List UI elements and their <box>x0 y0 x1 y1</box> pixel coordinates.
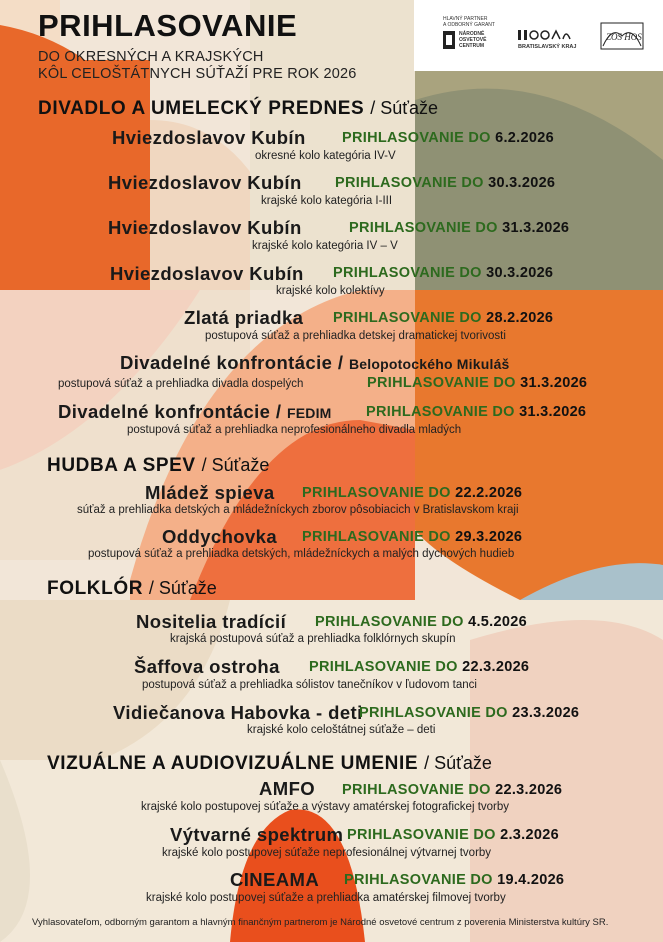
section-folklor-category: / Súťaže <box>148 578 217 598</box>
deadline-date: 19.4.2026 <box>497 872 565 888</box>
event-deadline <box>366 404 586 420</box>
event-name: Šaffova ostroha <box>134 656 280 677</box>
event-description: krajské kolo kategória I-III <box>261 195 393 207</box>
deadline-label: PRIHLASOVANIE DO <box>333 265 482 281</box>
noc-line-3: CENTRUM <box>459 43 484 49</box>
page-title: PRIHLASOVANIE <box>38 8 298 43</box>
deadline-date: 22.3.2026 <box>495 782 563 798</box>
event-deadline <box>342 130 554 146</box>
section-vizualne-label: VIZUÁLNE A AUDIOVIZUÁLNE UMENIE <box>47 753 419 774</box>
event-name: Oddychovka <box>162 526 278 547</box>
event-deadline <box>315 614 527 630</box>
event-name: Mládež spieva <box>145 482 275 503</box>
deadline-label: PRIHLASOVANIE DO <box>349 220 498 236</box>
section-vizualne-category: / Súťaže <box>424 753 492 773</box>
subtitle-line-1: DO OKRESNÝCH A KRAJSKÝCH <box>38 49 264 65</box>
deadline-label: PRIHLASOVANIE DO <box>367 375 516 391</box>
event-deadline <box>367 375 587 391</box>
deadline-date: 29.3.2026 <box>455 529 523 545</box>
deadline-date: 4.5.2026 <box>468 614 527 630</box>
event-name: Hviezdoslavov Kubín <box>108 172 302 193</box>
section-vizualne-title <box>47 753 492 775</box>
deadline-date: 30.3.2026 <box>488 175 556 191</box>
event-deadline <box>349 220 569 236</box>
partner-caption-2: A ODBORNÝ GARANT <box>443 22 495 28</box>
deadline-label: PRIHLASOVANIE DO <box>302 485 451 501</box>
event-deadline <box>342 782 562 798</box>
deadline-label: PRIHLASOVANIE DO <box>347 827 496 843</box>
section-divadlo-label: DIVADLO A UMELECKÝ PREDNES <box>38 98 365 119</box>
event-description: postupová súťaž a prehliadka sólistov tanečníkov v ľudovom tanci <box>142 679 477 691</box>
event-name: AMFO <box>259 778 316 799</box>
event-name-suffix: Belopotockého Mikuláš <box>348 356 510 372</box>
deadline-label: PRIHLASOVANIE DO <box>359 705 508 721</box>
partner-logos <box>414 0 663 71</box>
event-name: Zlatá priadka <box>184 307 304 328</box>
deadline-date: 23.3.2026 <box>512 705 580 721</box>
deadline-label: PRIHLASOVANIE DO <box>333 310 482 326</box>
deadline-label: PRIHLASOVANIE DO <box>342 782 491 798</box>
section-hudba-label: HUDBA A SPEV <box>47 455 196 476</box>
event-description: postupová súťaž a prehliadka detskej dramatickej tvorivosti <box>205 330 506 342</box>
event-name: Výtvarné spektrum <box>170 824 344 845</box>
section-hudba-title <box>47 455 269 477</box>
event-name-main: Divadelné konfrontácie / <box>58 401 282 422</box>
event-name: Hviezdoslavov Kubín <box>112 127 306 148</box>
noc-line-2: OSVETOVÉ <box>459 37 487 43</box>
deadline-date: 28.2.2026 <box>486 310 554 326</box>
event-description: postupová súťaž a prehliadka divadla dospelých <box>58 378 304 390</box>
noc-emblem-icon <box>443 31 455 49</box>
section-folklor-title <box>47 578 217 600</box>
event-name: Vidiečanova Habovka - deti <box>113 702 363 723</box>
event-deadline <box>335 175 555 191</box>
deadline-date: 30.3.2026 <box>486 265 554 281</box>
event-description: postupová súťaž a prehliadka neprofesionálneho divadla mladých <box>127 424 462 436</box>
event-deadline <box>347 827 559 843</box>
event-name: CINEAMA <box>230 869 320 890</box>
event-name-main: Divadelné konfrontácie / <box>120 352 344 373</box>
deadline-date: 22.2.2026 <box>455 485 523 501</box>
deadline-label: PRIHLASOVANIE DO <box>366 404 515 420</box>
event-description: krajské kolo celoštátnej súťaže – deti <box>247 724 436 736</box>
event-deadline <box>359 705 579 721</box>
section-hudba-category: / Súťaže <box>201 455 270 475</box>
deadline-date: 6.2.2026 <box>495 130 554 146</box>
event-name <box>120 352 510 374</box>
event-deadline <box>344 872 564 888</box>
event-description: postupová súťaž a prehliadka detských, mládežníckych a malých dychových hudieb <box>88 548 515 560</box>
event-deadline <box>333 310 553 326</box>
event-name: Hviezdoslavov Kubín <box>108 217 302 238</box>
zos-hos-text: ZOS HOS <box>606 32 642 42</box>
event-description: krajská postupová súťaž a prehliadka folklórnych skupín <box>170 633 456 645</box>
event-description: okresné kolo kategória IV-V <box>255 150 396 162</box>
deadline-date: 31.3.2026 <box>519 404 587 420</box>
deadline-date: 31.3.2026 <box>520 375 588 391</box>
event-description: krajské kolo kolektívy <box>276 285 385 297</box>
deadline-label: PRIHLASOVANIE DO <box>344 872 493 888</box>
deadline-date: 31.3.2026 <box>502 220 570 236</box>
deadline-label: PRIHLASOVANIE DO <box>302 529 451 545</box>
section-folklor-label: FOLKLÓR <box>47 578 144 599</box>
event-deadline <box>302 529 522 545</box>
deadline-label: PRIHLASOVANIE DO <box>309 659 458 675</box>
deadline-label: PRIHLASOVANIE DO <box>335 175 484 191</box>
bsk-logo-text: BRATISLAVSKÝ KRAJ <box>518 44 577 50</box>
deadline-label: PRIHLASOVANIE DO <box>315 614 464 630</box>
partner-caption-1: HLAVNÝ PARTNER <box>443 16 488 22</box>
event-description: krajské kolo postupovej súťaže a prehliadka amatérskej filmovej tvorby <box>146 892 506 904</box>
event-name: Hviezdoslavov Kubín <box>110 263 304 284</box>
event-description: krajské kolo postupovej súťaže a výstavy amatérskej fotografickej tvorby <box>141 801 510 813</box>
deadline-label: PRIHLASOVANIE DO <box>342 130 491 146</box>
event-deadline <box>333 265 553 281</box>
subtitle-line-2: KÔL CELOŠTÁTNYCH SÚŤAŽÍ PRE ROK 2026 <box>38 66 357 82</box>
noc-line-1: NÁRODNÉ <box>459 31 485 37</box>
event-name-suffix: FEDIM <box>286 405 332 421</box>
bsk-emblem-icon <box>518 29 574 41</box>
event-description: krajské kolo postupovej súťaže neprofesionálnej výtvarnej tvorby <box>162 847 492 859</box>
deadline-date: 2.3.2026 <box>500 827 559 843</box>
section-divadlo-title <box>38 98 438 120</box>
footer-note: Vyhlasovateľom, odborným garantom a hlavným finančným partnerom je Národné osvetové centrum z poverenia Ministerstva kultúry SR. <box>32 917 609 928</box>
event-name <box>58 401 332 423</box>
zos-hos-logo <box>600 22 644 50</box>
event-description: krajské kolo kategória IV – V <box>252 240 398 252</box>
section-divadlo-category: / Súťaže <box>370 98 438 118</box>
event-deadline <box>302 485 522 501</box>
event-deadline <box>309 659 529 675</box>
deadline-date: 22.3.2026 <box>462 659 530 675</box>
event-name: Nositelia tradícií <box>136 611 287 632</box>
event-description: súťaž a prehliadka detských a mládežníckych zborov pôsobiacich v Bratislavskom kraji <box>77 504 519 516</box>
